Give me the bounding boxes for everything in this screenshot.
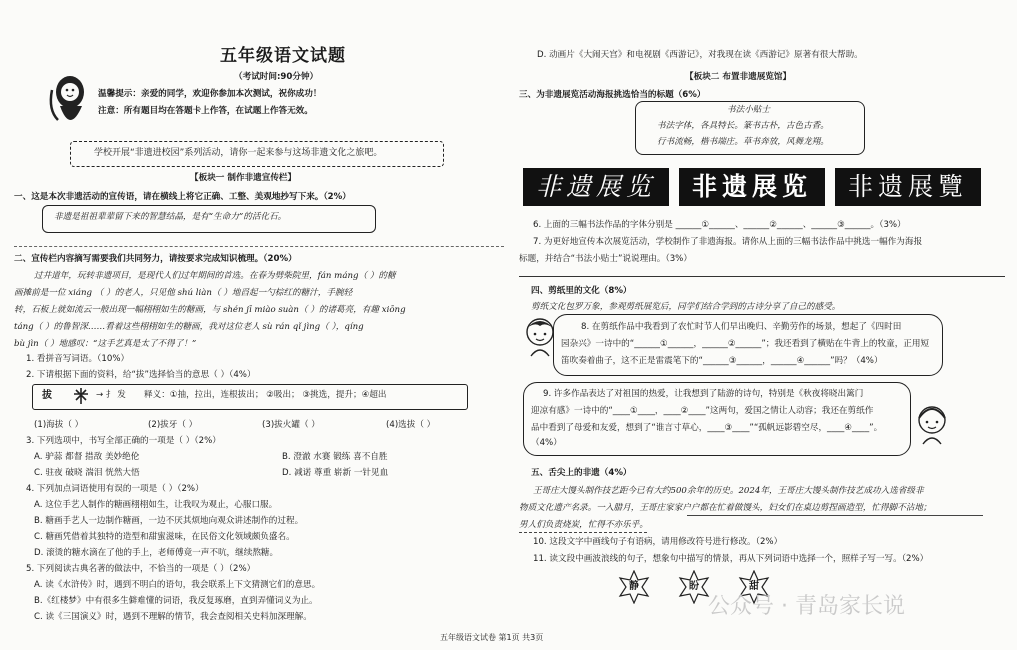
calligraphy-sample-1: 非遗展览 (523, 168, 669, 206)
q4-choice: A. 这位手艺人制作的糖画栩栩如生，让我叹为观止，心服口服。 (34, 500, 278, 510)
q6: 6. 上面的三幅书法作品的字体分别是 ______①______、______②______、______③______。（3%） (533, 220, 906, 230)
q9-line1: 9. 许多作品表达了对祖国的热爱，让我想到了陆游的诗句，特别是《秋夜将晓出篱门 (543, 389, 864, 399)
q9-line2: 迎凉有感》一诗中的“____①____，____②____”这两句，爱国之情让人动容；我还在剪纸作 (531, 406, 874, 416)
q5-choice-d: D. 动画片《大闹天宫》和电视剧《西游记》，对我现在读《西游记》原著有很大帮助。 (537, 50, 863, 60)
q4-intro: 剪纸文化包罗万象，参观剪纸展览后，同学们结合学到的古诗分享了自己的感受。 (531, 302, 841, 312)
passage-line: 转，石板上就如流云一般出现一幅栩栩如生的糖画，与 shén jī miào suàn（ ）的诸葛亮，有趣 xiōng (14, 305, 406, 315)
tip-text: 温馨提示：亲爱的同学，欢迎你参加本次测试，祝你成功！ (98, 89, 322, 99)
girl-illustration-icon (46, 70, 94, 134)
q1-stem: 一、这是本次非遗活动的宣传语，请在横线上将它正确、工整、美观地抄写下来。（2%） (14, 192, 351, 202)
q4-choice: C. 糖画凭借着其独特的造型和甜蜜滋味，在民俗文化领域颇负盛名。 (34, 532, 295, 542)
wavy-line-mark (519, 532, 647, 533)
q5-passage-line: 王哥庄大馒头制作技艺距今已有大约500余年的历史。2024年，王哥庄大馒头制作技艺成功入选省级非 (533, 486, 924, 496)
q7-line1: 7. 为更好地宣传本次展览活动，学校制作了非遗海报。请你从上面的三幅书法作品中挑选一幅作为海报 (533, 237, 923, 247)
q1-slogan: 非遗是祖祖辈辈留下来的智慧结晶，是有“生命力”的活化石。 (54, 212, 287, 222)
q5-title: 五、舌尖上的非遗（4%） (531, 468, 632, 478)
q3-choice: D. 减诺 尊重 崭新 一针见血 (282, 468, 389, 478)
q3-choice: C. 驻夜 破晓 湍泪 恍然大悟 (34, 468, 140, 478)
q5-passage-line: 男人们负责烧炭，忙得不亦乐乎。 (519, 520, 648, 530)
q8-line2: 园杂兴》一诗中的“______①______，______②______”；我还看到了横贴在牛背上的牧童，正用短 (561, 339, 930, 349)
calligraphy-sample-3: 非遗展覽 (835, 168, 981, 206)
page-footer: 五年级语文试卷 第1页 共3页 (440, 633, 544, 642)
intro-text: 学校开展“非遗进校园”系列活动，请你一起来参与这场非遗文化之旅吧。 (94, 148, 383, 158)
tip-box-line: 书法字体，各具特长。篆书古朴，古色古香。 (657, 121, 829, 131)
q9-line3: 品中看到了母爱和友爱，想到了“谁言寸草心，____③____”“孤帆远影碧空尽，____④____”。 (531, 423, 883, 433)
word-flower-2 (677, 570, 711, 604)
exam-time: （考试时间:90分钟） (234, 72, 319, 82)
q3-stem: 3. 下列选项中，书写全部正确的一项是（ ）（2%） (26, 436, 221, 446)
girl-avatar-icon (915, 402, 949, 446)
word-3: 甜 (749, 580, 759, 592)
boy-avatar-icon (523, 314, 557, 358)
q5-passage-line: 物质文化遗产名录。一入腊月，王哥庄家家户户都在忙着做馒头，妇女们在桌边剪捏画造型，忙得脚不沾地； (519, 503, 932, 513)
q2-sub1: 1. 看拼音写词语。（10%） (26, 354, 130, 364)
q4-choice: B. 糖画手艺人一边制作糖画，一边不厌其烦地向观众讲述制作的过程。 (34, 516, 304, 526)
passage-line: bù jìn（ ）地感叹：“这手艺真是太了不得了！” (14, 339, 197, 349)
q3-choice: A. 驴蒜 都督 措敌 美妙绝伦 (34, 452, 140, 462)
q10: 10. 这段文字中画线句子有语病，请用修改符号进行修改。（2%） (533, 537, 783, 547)
passage-line: 过井道年，玩转非遗项目，是现代人们过年期间的首选。在春为劈柴院里，fán máng（ ）的糖 (34, 271, 396, 281)
underline-mark (687, 515, 983, 516)
note-text: 注意：所有题目均在答题卡上作答，在试题上作答无效。 (98, 106, 313, 116)
word-1: 静 (629, 580, 639, 592)
q5-choice: C. 读《三国演义》时，遇到不理解的情节，我会查阅相关史料加深理解。 (34, 612, 312, 622)
tree-glyph-icon (70, 386, 92, 406)
tip-box-title: 书法小贴士 (727, 105, 770, 115)
separator (14, 246, 504, 247)
q8-line3: 笛吹奏着曲子，这不正是雷震笔下的“______③______，______④______”吗？（4%） (561, 356, 883, 366)
glyph-parts: → 扌 发 (96, 390, 126, 400)
block2-title: 【板块二 布置非遗展览馆】 (685, 72, 792, 82)
page-title: 五年级语文试题 (220, 46, 346, 66)
q5-choice: B.《红楼梦》中有很多生僻难懂的词语，我反复琢磨，直到弄懂词义为止。 (34, 596, 318, 606)
separator (519, 276, 1005, 277)
option-2: (2)拔牙（ ） (148, 420, 198, 430)
q3-choice: B. 澄澈 水赛 锻练 喜不自胜 (282, 452, 388, 462)
q2-stem: 二、宣传栏内容摘写需要我们共同努力，请按要求完成知识梳理。（20%） (14, 254, 297, 264)
word-2: 盼 (689, 580, 699, 592)
glyph-char: 拔 (42, 390, 52, 401)
calligraphy-sample-2: 非遗展览 (679, 168, 825, 206)
passage-line: 画摊前是一位 xiáng （ ）的老人，只见他 shú liàn（ ）地舀起一勺棕红的糖汁，手腕轻 (14, 288, 353, 298)
tip-box-line: 行书流畅，楷书端庄。草书奔放，风舞龙翔。 (657, 137, 829, 147)
meanings: 释义：①抽，拉出，连根拔出； ②吸出； ③挑选，提升；④超出 (144, 390, 387, 400)
q4-stem: 4. 下列加点词语使用有误的一项是（ ）（2%） (26, 484, 204, 494)
q5-stem: 5. 下列阅读古典名著的做法中，不恰当的一项是（ ）（2%） (26, 564, 256, 574)
q2-sub2: 2. 下请根据下面的资料，给“拔”选择恰当的意思（ ）（4%） (26, 370, 256, 380)
q4-title: 四、剪纸里的文化（8%） (531, 286, 632, 296)
passage-line: táng（ ）的鲁智深……看着这些栩栩如生的糖画，我对这位老人 sù rán qǐ jìng（ ），qíng (14, 322, 364, 332)
q11: 11. 读文段中画波浪线的句子，想象句中描写的情景，再从下列词语中选择一个，照样子写一写。（2%） (533, 554, 929, 564)
option-1: (1)海拔（ ） (34, 420, 84, 430)
option-4: (4)选拔（ ） (386, 420, 436, 430)
q7-line2: 标题，并结合“书法小贴士”说说理由。（3%） (519, 254, 692, 264)
q9-line4: （4%） (531, 438, 562, 448)
q8-line1: 8. 在剪纸作品中我看到了农忙时节人们早出晚归、辛勤劳作的场景，想起了《四时田 (581, 322, 902, 332)
q4-choice: D. 滚烫的糖水滴在了他的手上，老师傅竟一声不吭，继续熬糖。 (34, 548, 279, 558)
q3-title: 三、为非遗展览活动海报挑选恰当的标题（6%） (519, 90, 706, 100)
block1-title: 【板块一 制作非遗宣传栏】 (190, 173, 297, 183)
word-flower-1 (617, 570, 651, 604)
option-3: (3)拔火罐（ ） (262, 420, 320, 430)
watermark: 公众号 · 青岛家长说 (708, 594, 905, 619)
q5-choice: A. 读《水浒传》时，遇到不明白的语句，我会联系上下文猜测它们的意思。 (34, 580, 321, 590)
